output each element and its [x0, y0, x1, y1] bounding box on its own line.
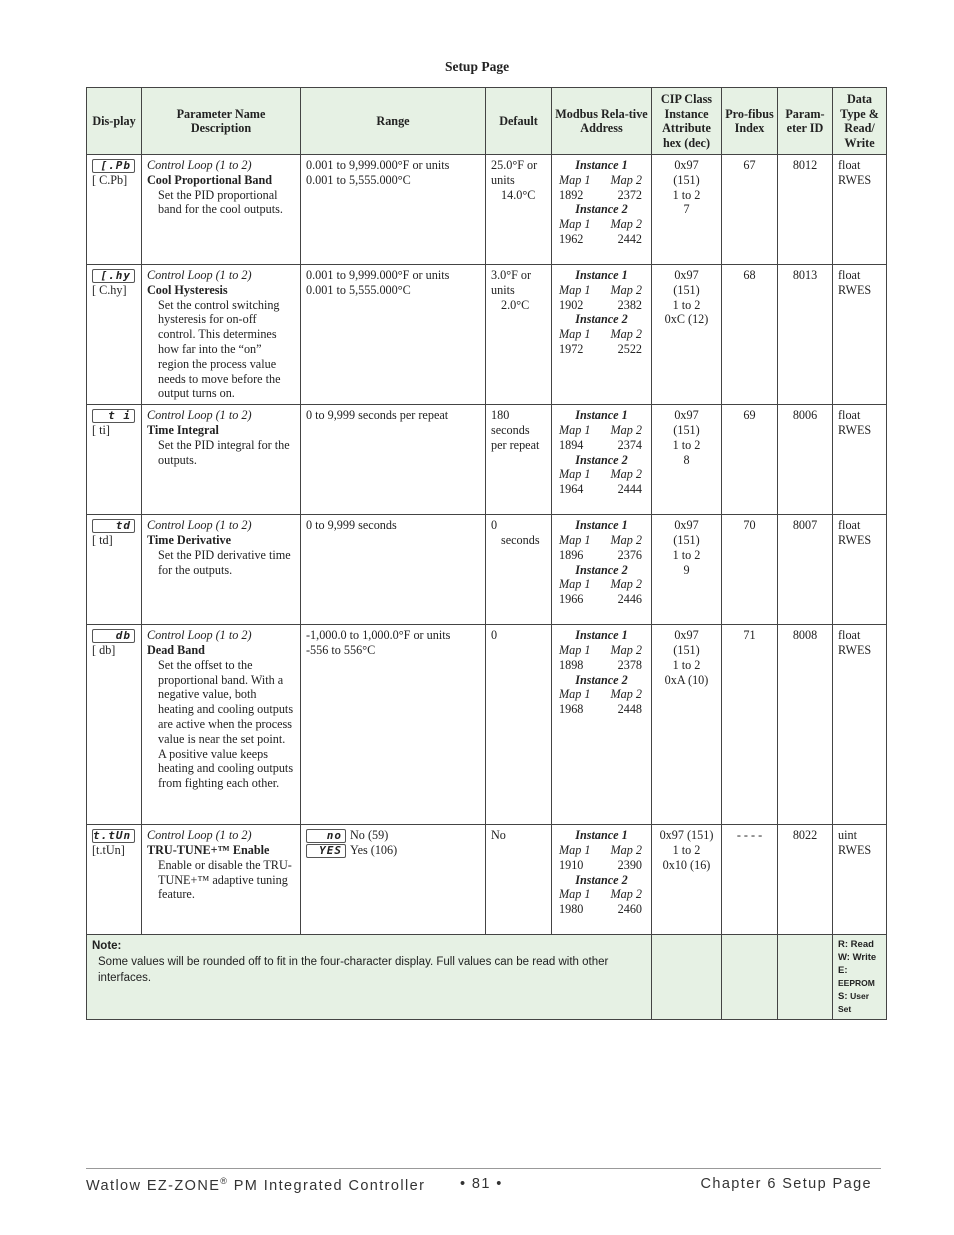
footer-chapter: Chapter 6 Setup Page [700, 1176, 872, 1192]
cip-cell [652, 625, 722, 825]
map-label: Map 1 [559, 467, 591, 482]
map-label: Map 1 [559, 842, 591, 857]
cip-line: (151) [673, 282, 700, 297]
default-cell [486, 825, 552, 935]
modbus-cell [552, 515, 652, 625]
legend-value: User Set [838, 991, 870, 1015]
legend-key: R: [838, 939, 849, 951]
parameter-cell [142, 625, 301, 825]
note-title: Note: [92, 940, 122, 953]
footer-reg-mark: ® [220, 1176, 229, 1186]
table-row [87, 265, 887, 405]
modbus-address: 1894 [559, 437, 584, 452]
modbus-address: 2378 [617, 657, 642, 672]
legend-key: S: [838, 991, 848, 1003]
map-label: Map 2 [610, 467, 642, 482]
data-type-cell [833, 155, 887, 265]
cip-cell [652, 515, 722, 625]
dtype-line: RWES [838, 172, 872, 187]
parameter-cell [142, 405, 301, 515]
map-label: Map 1 [559, 887, 591, 902]
cip-cell [652, 155, 722, 265]
modbus-address: 2444 [617, 482, 642, 497]
display-cell [87, 515, 142, 625]
display-alt: [ db] [92, 643, 116, 658]
dtype-line: float [838, 158, 861, 172]
dtype-line: RWES [838, 422, 872, 437]
footer-page-number: • 81 • [460, 1176, 503, 1192]
instance-label: Instance 2 [575, 202, 628, 217]
col-header-profibus: Pro-fibus Index [722, 88, 778, 155]
instance-label: Instance 1 [575, 408, 628, 423]
loop-label: Control Loop (1 to 2) [147, 628, 252, 643]
param-id-cell: 8012 [778, 155, 833, 265]
table-row [87, 155, 887, 265]
cip-line: 1 to 2 [672, 437, 701, 452]
display-cell [87, 265, 142, 405]
default-line: No [491, 828, 506, 843]
cip-line: (151) [673, 532, 700, 547]
parameter-name: Cool Proportional Band [147, 172, 273, 187]
data-type-cell [833, 825, 887, 935]
parameter-name: Time Integral [147, 422, 219, 437]
instance-label: Instance 1 [575, 628, 628, 643]
map-label: Map 2 [610, 642, 642, 657]
display-alt: [ td] [92, 533, 113, 548]
display-cell [87, 625, 142, 825]
page-footer [86, 1176, 876, 1196]
modbus-address: 1980 [559, 902, 584, 917]
modbus-address: 1964 [559, 482, 584, 497]
instance-label: Instance 1 [575, 158, 628, 172]
note-text: Some values will be rounded off to fit in the four-character display. Full values can be read with other interfaces. [98, 955, 609, 984]
display-cell [87, 825, 142, 935]
instance-label: Instance 1 [575, 268, 628, 282]
map-label: Map 2 [610, 327, 642, 342]
legend-value: Read [850, 939, 874, 951]
default-line: 25.0°F or units [491, 158, 538, 187]
profibus-cell: 70 [722, 515, 778, 625]
cip-line: 8 [683, 452, 690, 467]
dtype-line: float [838, 628, 861, 643]
range-option-label: Yes (106) [350, 843, 398, 858]
modbus-address: 2376 [617, 547, 642, 562]
range-line: -1,000.0 to 1,000.0°F or units [306, 628, 451, 643]
display-cell [87, 405, 142, 515]
loop-label: Control Loop (1 to 2) [147, 828, 252, 843]
default-cell [486, 265, 552, 405]
modbus-address: 1896 [559, 547, 584, 562]
lcd-display-icon: t i [92, 409, 135, 423]
modbus-cell [552, 625, 652, 825]
note-cell [87, 935, 652, 1020]
cip-line: (151) [673, 642, 700, 657]
lcd-display-icon: [.Pb [92, 159, 135, 173]
default-cell [486, 515, 552, 625]
parameter-name: TRU-TUNE+™ Enable [147, 842, 270, 857]
range-line: 0.001 to 5,555.000°C [306, 282, 411, 297]
map-label: Map 2 [610, 217, 642, 232]
parameter-description: Set the control switching hysteresis for on-off control. This determines how far into the “on” region the process value needs to move before the output turns on. [158, 297, 281, 401]
col-header-parameter: Parameter Name Description [142, 88, 301, 155]
loop-label: Control Loop (1 to 2) [147, 408, 252, 423]
modbus-address: 2442 [617, 231, 642, 246]
cip-line: 0x97 [674, 268, 699, 282]
parameter-cell [142, 265, 301, 405]
cip-line: 0xC (12) [664, 312, 709, 327]
loop-label: Control Loop (1 to 2) [147, 518, 252, 533]
table-header-row [87, 88, 887, 155]
cip-line: (151) [673, 422, 700, 437]
range-cell [301, 265, 486, 405]
instance-label: Instance 2 [575, 672, 628, 687]
modbus-cell [552, 825, 652, 935]
modbus-address: 1962 [559, 231, 584, 246]
footer-brand: Watlow EZ-ZONE [86, 1177, 221, 1194]
map-label: Map 2 [610, 842, 642, 857]
param-id-cell: 8022 [778, 825, 833, 935]
range-line: -556 to 556°C [306, 642, 376, 657]
legend-key: E: [838, 965, 848, 977]
instance-label: Instance 1 [575, 518, 628, 533]
map-label: Map 1 [559, 687, 591, 702]
modbus-address: 1966 [559, 592, 584, 607]
default-cell [486, 155, 552, 265]
lcd-display-icon: t.tUn [92, 829, 135, 843]
map-label: Map 2 [610, 282, 642, 297]
col-header-range: Range [301, 88, 486, 155]
table-row [87, 825, 887, 935]
instance-label: Instance 2 [575, 562, 628, 577]
range-cell [301, 155, 486, 265]
loop-label: Control Loop (1 to 2) [147, 158, 252, 172]
map-label: Map 1 [559, 172, 591, 187]
page-title: Setup Page [444, 59, 510, 74]
display-alt: [t.tUn] [92, 843, 125, 858]
data-type-cell [833, 405, 887, 515]
col-header-default: Default [486, 88, 552, 155]
default-line: 0 [491, 628, 498, 643]
table-row [87, 405, 887, 515]
parameter-cell [142, 515, 301, 625]
modbus-address: 1902 [559, 297, 584, 312]
cip-line: 0x97 [674, 628, 699, 643]
default-cell [486, 405, 552, 515]
modbus-address: 1892 [559, 187, 584, 202]
default-line: seconds [501, 532, 540, 547]
data-type-cell [833, 265, 887, 405]
map-label: Map 2 [610, 577, 642, 592]
parameter-description: Set the PID derivative time for the outputs. [158, 547, 291, 577]
note-empty-profibus [722, 935, 778, 1020]
parameter-table [86, 87, 887, 1020]
cip-cell [652, 265, 722, 405]
map-label: Map 1 [559, 577, 591, 592]
parameter-description: Enable or disable the TRU-TUNE+™ adaptive tuning feature. [158, 857, 292, 902]
parameter-name: Dead Band [147, 642, 205, 657]
dtype-line: uint [838, 828, 857, 843]
note-empty-param-id [778, 935, 833, 1020]
cip-line: 0x10 (16) [662, 857, 711, 872]
footer-rule [86, 1168, 881, 1169]
range-option-label: No (59) [350, 828, 389, 843]
modbus-address: 2446 [617, 592, 642, 607]
default-cell [486, 625, 552, 825]
range-line: 0 to 9,999 seconds per repeat [306, 408, 449, 423]
cip-line: 1 to 2 [672, 842, 701, 857]
profibus-cell: 69 [722, 405, 778, 515]
profibus-cell: 71 [722, 625, 778, 825]
col-header-data-type: Data Type & Read/ Write [833, 88, 887, 155]
col-header-param-id: Param-eter ID [778, 88, 833, 155]
range-cell [301, 405, 486, 515]
data-type-cell [833, 515, 887, 625]
note-empty-cip [652, 935, 722, 1020]
map-label: Map 2 [610, 687, 642, 702]
parameter-description: Set the PID integral for the outputs. [158, 437, 290, 467]
table-row [87, 625, 887, 825]
default-line: 0 [491, 518, 498, 533]
dtype-line: RWES [838, 282, 872, 297]
range-line: 0.001 to 5,555.000°C [306, 172, 411, 187]
cip-line: 0x97 [674, 158, 699, 172]
lcd-display-icon: td [92, 519, 135, 533]
range-cell [301, 515, 486, 625]
cip-line: (151) [673, 172, 700, 187]
cip-line: 0x97 (151) [659, 828, 714, 843]
modbus-address: 2522 [617, 341, 642, 356]
lcd-code-icon: YES [306, 844, 346, 858]
parameter-description: Set the PID proportional band for the cool outputs. [158, 187, 283, 217]
map-label: Map 2 [610, 172, 642, 187]
legend-value: EEPROM [838, 978, 875, 989]
modbus-cell [552, 265, 652, 405]
cip-line: 0x97 [674, 518, 699, 533]
parameter-cell [142, 155, 301, 265]
access-legend [833, 935, 887, 1020]
lcd-display-icon: db [92, 629, 135, 643]
default-line: 2.0°C [501, 297, 530, 312]
instance-label: Instance 2 [575, 872, 628, 887]
profibus-cell: 68 [722, 265, 778, 405]
data-type-cell [833, 625, 887, 825]
cip-line: 7 [683, 202, 690, 217]
footer-product-name: PM Integrated Controller [228, 1177, 426, 1194]
map-label: Map 2 [610, 887, 642, 902]
default-line: 180 seconds per repeat [491, 408, 540, 452]
modbus-address: 2382 [617, 297, 642, 312]
modbus-address: 2390 [617, 857, 642, 872]
dtype-line: RWES [838, 842, 872, 857]
footer-product [86, 1176, 425, 1194]
parameter-description: Set the offset to the proportional band. With a negative value, both heating and cooling outputs are active when the process value is near the set point. A positive value keeps heating and cooling outputs from fighting each other. [158, 657, 294, 791]
range-line: 0.001 to 9,999.000°F or units [306, 268, 450, 282]
modbus-address: 1972 [559, 341, 584, 356]
modbus-address: 1910 [559, 857, 584, 872]
table-row [87, 515, 887, 625]
modbus-address: 2374 [617, 437, 642, 452]
display-alt: [ ti] [92, 423, 110, 438]
range-option [306, 828, 480, 843]
map-label: Map 2 [610, 422, 642, 437]
profibus-cell: 67 [722, 155, 778, 265]
cip-line: 0xA (10) [664, 672, 709, 687]
cip-line: 9 [683, 562, 690, 577]
range-cell [301, 825, 486, 935]
map-label: Map 2 [610, 532, 642, 547]
lcd-display-icon: [.hy [92, 269, 135, 283]
modbus-cell [552, 405, 652, 515]
display-cell [87, 155, 142, 265]
display-alt: [ C.Pb] [92, 173, 128, 187]
param-id-cell: 8007 [778, 515, 833, 625]
legend-key: W: [838, 952, 850, 964]
display-alt: [ C.hy] [92, 283, 127, 297]
dtype-line: float [838, 518, 861, 533]
instance-label: Instance 2 [575, 312, 628, 327]
cip-line: 0x97 [674, 408, 699, 423]
range-line: 0 to 9,999 seconds [306, 518, 397, 533]
map-label: Map 1 [559, 282, 591, 297]
cip-line: 1 to 2 [672, 187, 701, 202]
map-label: Map 1 [559, 327, 591, 342]
modbus-address: 1968 [559, 702, 584, 717]
parameter-cell [142, 825, 301, 935]
legend-value: Write [852, 952, 877, 964]
default-line: 14.0°C [501, 187, 536, 202]
cip-cell [652, 405, 722, 515]
param-id-cell: 8008 [778, 625, 833, 825]
param-id-cell: 8006 [778, 405, 833, 515]
col-header-cip: CIP Class Instance Attribute hex (dec) [652, 88, 722, 155]
col-header-modbus: Modbus Rela-tive Address [552, 88, 652, 155]
param-id-cell: 8013 [778, 265, 833, 405]
col-header-display: Dis-play [87, 88, 142, 155]
instance-label: Instance 2 [575, 452, 628, 467]
note-row [87, 935, 887, 1020]
parameter-name: Time Derivative [147, 532, 232, 547]
map-label: Map 1 [559, 422, 591, 437]
dtype-line: float [838, 408, 861, 423]
profibus-cell: - - - - [722, 825, 778, 935]
default-line: 3.0°F or units [491, 268, 532, 297]
cip-line: 1 to 2 [672, 657, 701, 672]
map-label: Map 1 [559, 532, 591, 547]
dtype-line: float [838, 268, 861, 282]
cip-line: 1 to 2 [672, 297, 701, 312]
modbus-address: 1898 [559, 657, 584, 672]
cip-cell [652, 825, 722, 935]
loop-label: Control Loop (1 to 2) [147, 268, 252, 282]
lcd-code-icon: no [306, 829, 346, 843]
parameter-name: Cool Hysteresis [147, 282, 228, 297]
range-option [306, 843, 480, 858]
range-cell [301, 625, 486, 825]
modbus-address: 2372 [617, 187, 642, 202]
instance-label: Instance 1 [575, 828, 628, 843]
modbus-address: 2460 [617, 902, 642, 917]
range-line: 0.001 to 9,999.000°F or units [306, 158, 450, 172]
cip-line: 1 to 2 [672, 547, 701, 562]
map-label: Map 1 [559, 642, 591, 657]
modbus-cell [552, 155, 652, 265]
modbus-address: 2448 [617, 702, 642, 717]
dtype-line: RWES [838, 532, 872, 547]
dtype-line: RWES [838, 642, 872, 657]
map-label: Map 1 [559, 217, 591, 232]
